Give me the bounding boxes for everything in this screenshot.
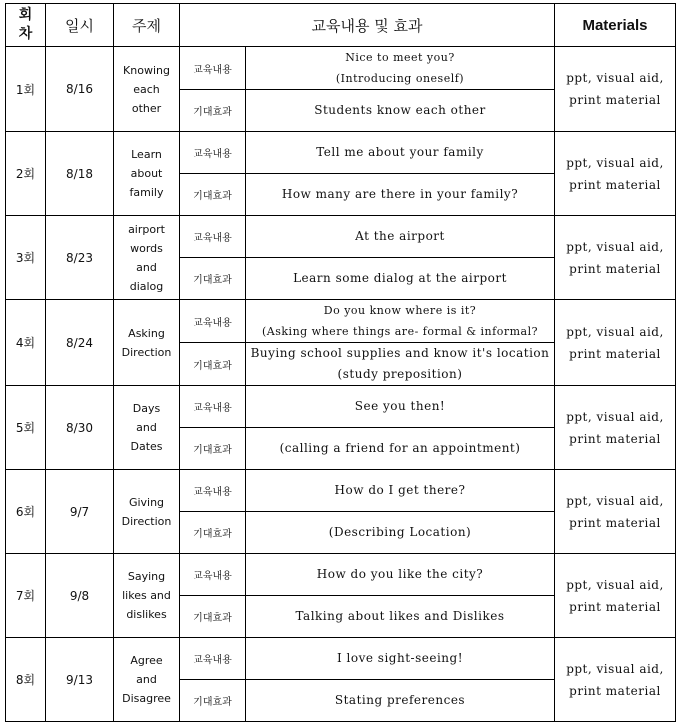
topic-line: Giving — [128, 495, 165, 509]
topic-line: Agree — [130, 654, 163, 667]
header-session: 회 차 — [6, 4, 46, 47]
content-label: 교육내용 — [180, 216, 246, 258]
effect-line: (Describing Location) — [328, 525, 472, 539]
topic-line: and — [136, 260, 157, 274]
content-line: (Introducing oneself) — [335, 72, 465, 85]
session-date: 8/18 — [46, 132, 114, 216]
effect-line: (calling a friend for an appointment) — [279, 441, 521, 455]
effect-text — [246, 428, 555, 470]
topic-line: family — [129, 186, 164, 199]
content-label: 교육내용 — [180, 470, 246, 512]
content-line: At the airport — [355, 229, 445, 243]
topic-line: each — [133, 82, 160, 96]
content-line: I love sight-seeing! — [336, 651, 464, 665]
session-number: 2회 — [6, 132, 46, 216]
topic-line: Learn — [131, 148, 162, 161]
materials-line: print material — [569, 261, 661, 276]
session-number: 6회 — [6, 470, 46, 554]
topic-line: Saying — [127, 570, 166, 583]
topic-line: other — [131, 101, 162, 115]
topic-line: dialog — [129, 279, 164, 293]
content-line: See you then! — [354, 399, 446, 413]
header-date: 일시 — [46, 4, 114, 47]
session-topic — [114, 300, 180, 386]
content-line: (Asking where things are- formal & informal? — [262, 325, 538, 338]
session-date: 8/16 — [46, 47, 114, 132]
materials-cell — [555, 47, 676, 132]
content-line: How do I get there? — [334, 483, 466, 497]
session-topic — [114, 554, 180, 638]
topic-line: words — [130, 241, 163, 255]
effect-line: Students know each other — [314, 103, 486, 117]
effect-text — [246, 174, 555, 216]
session-date: 8/23 — [46, 216, 114, 300]
effect-text — [246, 512, 555, 554]
effect-text — [246, 90, 555, 132]
materials-line: ppt, visual aid, — [566, 493, 664, 508]
effect-text — [246, 343, 555, 386]
session-number: 7회 — [6, 554, 46, 638]
topic-line: Asking — [128, 326, 165, 340]
topic-line: Knowing — [123, 63, 170, 77]
materials-line: print material — [569, 599, 661, 614]
table-row — [6, 386, 676, 428]
topic-line: about — [130, 167, 163, 180]
effect-line: Learn some dialog at the airport — [293, 271, 507, 285]
session-topic — [114, 47, 180, 132]
session-number: 8회 — [6, 638, 46, 722]
effect-label: 기대효과 — [180, 258, 246, 300]
topic-line: likes and — [122, 589, 171, 602]
materials-line: print material — [569, 93, 661, 107]
topic-line: Direction — [121, 514, 172, 528]
effect-label: 기대효과 — [180, 90, 246, 132]
session-number: 5회 — [6, 386, 46, 470]
content-label: 교육내용 — [180, 47, 246, 90]
materials-line: ppt, visual aid, — [566, 155, 664, 170]
content-text — [246, 216, 555, 258]
materials-line: print material — [569, 515, 661, 530]
session-topic — [114, 386, 180, 470]
content-text — [246, 386, 555, 428]
content-label: 교육내용 — [180, 386, 246, 428]
topic-line: and — [136, 673, 157, 686]
content-line: Tell me about your family — [316, 145, 484, 159]
session-date: 9/13 — [46, 638, 114, 722]
effect-line: (study preposition) — [337, 367, 463, 381]
session-topic — [114, 470, 180, 554]
content-line: How do you like the city? — [316, 567, 484, 581]
materials-line: print material — [569, 431, 661, 446]
materials-cell — [555, 638, 676, 722]
materials-cell — [555, 300, 676, 386]
effect-label: 기대효과 — [180, 596, 246, 638]
content-label: 교육내용 — [180, 132, 246, 174]
table-body — [6, 47, 676, 722]
table-row — [6, 132, 676, 174]
materials-cell — [555, 216, 676, 300]
effect-line: Talking about likes and Dislikes — [295, 609, 505, 623]
effect-label: 기대효과 — [180, 174, 246, 216]
effect-text — [246, 258, 555, 300]
effect-line: Buying school supplies and know it's location — [250, 346, 550, 360]
effect-text — [246, 680, 555, 722]
effect-label: 기대효과 — [180, 343, 246, 386]
header-topic: 주제 — [114, 4, 180, 47]
effect-line: Stating preferences — [334, 693, 466, 707]
session-date: 8/30 — [46, 386, 114, 470]
materials-cell — [555, 554, 676, 638]
content-text — [246, 300, 555, 343]
curriculum-table — [5, 3, 676, 722]
session-topic — [114, 216, 180, 300]
topic-line: Disagree — [122, 692, 171, 705]
effect-line: How many are there in your family? — [281, 187, 519, 201]
materials-line: print material — [569, 683, 661, 698]
session-date: 9/8 — [46, 554, 114, 638]
topic-line: airport — [128, 222, 165, 236]
topic-line: dislikes — [126, 608, 167, 621]
table-row — [6, 638, 676, 680]
content-text — [246, 132, 555, 174]
topic-line: Dates — [130, 440, 163, 453]
session-date: 9/7 — [46, 470, 114, 554]
materials-cell — [555, 386, 676, 470]
materials-line: ppt, visual aid, — [566, 239, 664, 254]
materials-line: ppt, visual aid, — [566, 409, 664, 424]
session-number: 3회 — [6, 216, 46, 300]
session-topic — [114, 132, 180, 216]
topic-line: Days — [132, 402, 161, 415]
content-label: 교육내용 — [180, 554, 246, 596]
session-topic — [114, 638, 180, 722]
content-label: 교육내용 — [180, 638, 246, 680]
materials-cell — [555, 470, 676, 554]
materials-line: ppt, visual aid, — [566, 577, 664, 592]
materials-line: ppt, visual aid, — [566, 661, 664, 676]
content-line: Nice to meet you? — [345, 51, 455, 64]
table-row — [6, 554, 676, 596]
effect-text — [246, 596, 555, 638]
header-row — [6, 4, 676, 47]
effect-label: 기대효과 — [180, 428, 246, 470]
content-text — [246, 638, 555, 680]
materials-line: ppt, visual aid, — [566, 324, 664, 339]
content-text — [246, 554, 555, 596]
content-text — [246, 470, 555, 512]
content-line: Do you know where is it? — [323, 304, 477, 317]
effect-label: 기대효과 — [180, 512, 246, 554]
table-row — [6, 300, 676, 343]
content-text — [246, 47, 555, 90]
table-row — [6, 470, 676, 512]
session-date: 8/24 — [46, 300, 114, 386]
topic-line: and — [136, 421, 157, 434]
effect-label: 기대효과 — [180, 680, 246, 722]
materials-line: print material — [569, 346, 661, 361]
content-label: 교육내용 — [180, 300, 246, 343]
topic-line: Direction — [121, 345, 172, 359]
materials-cell — [555, 132, 676, 216]
materials-line: print material — [569, 177, 661, 192]
table-row — [6, 47, 676, 90]
session-number: 4회 — [6, 300, 46, 386]
header-content: 교육내용 및 효과 — [180, 4, 555, 47]
session-number: 1회 — [6, 47, 46, 132]
table-row — [6, 216, 676, 258]
materials-line: ppt, visual aid, — [566, 71, 664, 85]
header-materials: Materials — [555, 4, 676, 47]
